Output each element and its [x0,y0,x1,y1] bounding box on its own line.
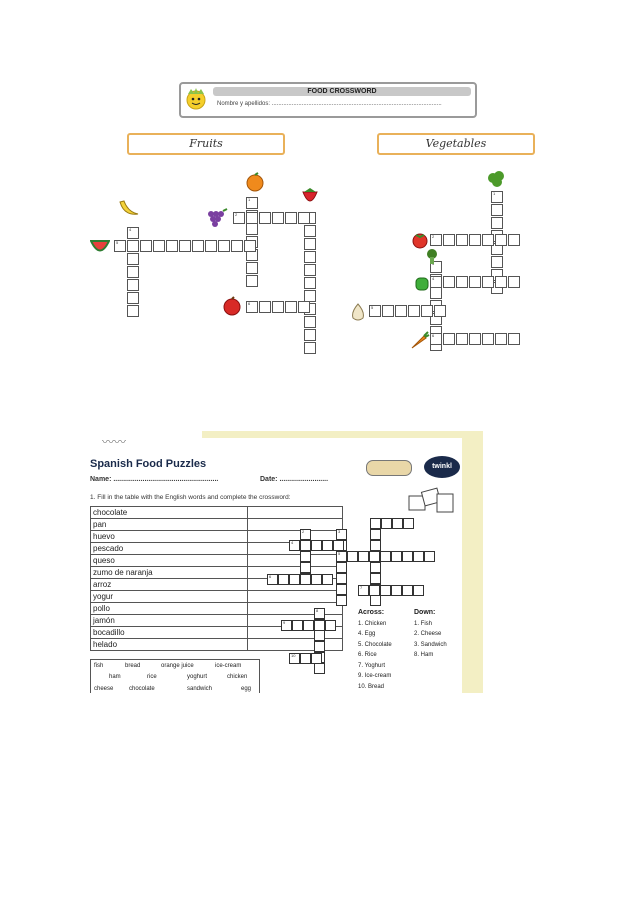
clue-number: 8 [316,608,319,613]
crossword-cell[interactable] [370,562,381,573]
bank-word: bread [125,663,141,669]
crossword-cell[interactable] [495,333,507,345]
bank-word: egg [241,686,252,692]
worksheet-title: Spanish Food Puzzles [90,458,207,470]
watermelon-icon [90,238,110,261]
crossword-cell[interactable] [289,574,300,585]
crossword-cell[interactable] [281,620,292,631]
crossword-cell[interactable] [495,276,507,288]
crossword-cell[interactable] [369,551,380,562]
crossword-cell[interactable] [267,574,278,585]
crossword-cell[interactable] [434,305,446,317]
crossword-cell[interactable] [381,518,392,529]
crossword-cell[interactable] [430,287,442,299]
crossword-cell[interactable] [430,276,442,288]
strawberry-icon [300,186,320,213]
crossword-cell[interactable] [300,529,311,540]
crossword-cell[interactable] [325,620,336,631]
crossword-cell[interactable] [347,551,358,562]
crossword-cell[interactable] [443,333,455,345]
crossword-cell[interactable] [469,333,481,345]
crossword-cell[interactable] [370,540,381,551]
scribble-decoration: 〰〰 [102,435,127,449]
spanish-food-worksheet [82,431,483,693]
down-clue: 8. Ham [414,652,434,658]
fruits-label: Fruits [127,133,285,155]
name-line: Nombre y apellidos: ...................................................................................................... [217,101,442,107]
worksheet-page [82,435,462,693]
crossword-cell[interactable] [482,234,494,246]
crossword-cell[interactable] [303,620,314,631]
crossword-cell[interactable] [336,562,347,573]
crossword-cell[interactable] [311,574,322,585]
bank-word: ham [109,674,121,680]
crossword-cell[interactable] [413,585,424,596]
crossword-cell[interactable] [424,551,435,562]
crossword-cell[interactable] [358,585,369,596]
crossword-cell[interactable] [336,573,347,584]
spanish-word: pollo [91,603,248,615]
crossword-cell[interactable] [314,641,325,652]
clue-number: 6 [248,301,251,306]
clue-number: 7 [360,585,363,590]
crossword-cell[interactable] [402,585,413,596]
crossword-cell[interactable] [314,630,325,641]
down-title: Down: [414,609,436,616]
clue-number: 10 [291,653,296,658]
across-clue: 5. Chocolate [358,641,392,648]
crossword-cell[interactable] [469,276,481,288]
clue-number: 4 [432,276,435,281]
bank-word: rice [147,674,157,680]
crossword-cell[interactable] [456,276,468,288]
crossword-cell[interactable] [491,217,503,229]
crossword-cell[interactable] [391,585,402,596]
vegetables-label: Vegetables [377,133,535,155]
crossword-cell[interactable] [430,234,442,246]
date-field: Date: ......................... [260,476,329,483]
crossword-cell[interactable] [380,585,391,596]
crossword-cell[interactable] [491,256,503,268]
crossword-cell[interactable] [314,608,325,619]
crossword-cell[interactable] [443,276,455,288]
apple-icon [222,296,242,321]
crossword-cell[interactable] [508,333,520,345]
spanish-word: jamón [91,615,248,627]
pepper-icon [414,275,430,296]
across-clues [358,608,392,692]
down-clue: 3. Sandwich [414,641,447,648]
crossword-cell[interactable] [289,653,300,664]
crossword-cell[interactable] [311,653,322,664]
twinkl-logo: twinkl [424,456,460,478]
crossword-cell[interactable] [369,305,381,317]
name-field: Name: ...................................................... [90,476,219,483]
crossword-cell[interactable] [292,620,303,631]
clue-number: 9 [283,620,286,625]
across-clue: 4. Egg [358,631,376,637]
crossword-cell[interactable] [482,333,494,345]
spanish-word: pescado [91,543,248,555]
crossword-cell[interactable] [322,574,333,585]
clue-number: 4 [129,227,132,232]
crossword-cell[interactable] [336,529,347,540]
crossword-cell[interactable] [336,595,347,606]
crossword-cell[interactable] [395,305,407,317]
grapes-icon [205,208,229,235]
crossword-cell[interactable] [403,518,414,529]
onion-icon [349,302,367,327]
across-clue: 9. Ice-cream [358,673,392,679]
crossword-cell[interactable] [369,585,380,596]
bank-word: yoghurt [187,674,208,680]
crossword-cell[interactable] [421,305,433,317]
orange-icon [245,172,265,197]
crossword-cell[interactable] [300,562,311,573]
crossword-cell[interactable] [408,305,420,317]
bank-word: cheese [94,686,114,692]
crossword-cell[interactable] [358,551,369,562]
crossword-cell[interactable] [300,653,311,664]
banana-icon [118,198,140,223]
spanish-word: helado [91,639,248,651]
crossword-cell[interactable] [278,574,289,585]
clue-number: 2 [432,234,435,239]
crossword-cell[interactable] [336,584,347,595]
crossword-cell[interactable] [482,276,494,288]
spanish-word: zumo de naranja [91,567,248,579]
crossword-cell[interactable] [322,540,333,551]
crossword-cell[interactable] [300,540,311,551]
across-clue: 10. Bread [358,683,385,690]
crossword-cell[interactable] [289,540,300,551]
crossword-cell[interactable] [456,333,468,345]
bank-word: chocolate [129,686,155,692]
clue-number: 5 [371,305,374,310]
crossword-cell[interactable] [300,551,311,562]
crossword-cell[interactable] [380,551,391,562]
crossword-cell[interactable] [391,551,402,562]
across-title: Across: [358,609,385,616]
clue-number: 6 [432,333,435,338]
crossword-cell[interactable] [370,573,381,584]
crossword-cell[interactable] [491,204,503,216]
carrot-icon [410,330,430,355]
crossword-cell[interactable] [370,595,381,606]
crossword-cell[interactable] [370,518,381,529]
crossword-cell[interactable] [430,333,442,345]
crossword-cell[interactable] [456,234,468,246]
crossword-cell[interactable] [382,305,394,317]
bank-word: fish [94,663,104,669]
page-title: FOOD CROSSWORD [213,87,471,96]
bank-word: orange juice [161,663,194,669]
bank-word: ice-cream [215,663,242,669]
clue-number: 1 [493,191,496,196]
across-clue: 7. Yoghurt [358,662,386,669]
clue-number: 1 [248,197,251,202]
across-clue: 6. Rice [358,652,377,658]
crossword-cell[interactable] [508,276,520,288]
crossword-cell[interactable] [300,574,311,585]
down-clue: 1. Fish [414,620,433,627]
crossword-cell[interactable] [495,234,507,246]
down-clue: 2. Cheese [414,631,442,637]
crossword-cell[interactable] [336,551,347,562]
crossword-cell[interactable] [370,529,381,540]
spanish-word: yogur [91,591,248,603]
bank-word: chicken [227,674,248,680]
spanish-word: queso [91,555,248,567]
crossword-cell[interactable] [314,620,325,631]
crossword-cell[interactable] [314,663,325,674]
clue-number: 5 [338,551,341,556]
crossword-cell[interactable] [508,234,520,246]
crossword-cell[interactable] [402,551,413,562]
spanish-word: bocadillo [91,627,248,639]
spanish-word: arroz [91,579,248,591]
crossword-cell[interactable] [392,518,403,529]
clue-number: 2 [302,529,305,534]
crossword-cell[interactable] [469,234,481,246]
clue-number: 4 [291,540,294,545]
crossword-cell[interactable] [311,540,322,551]
bank-word: sandwich [187,686,213,692]
spanish-crossword-grid [82,438,462,693]
crossword-cell[interactable] [333,540,344,551]
spanish-word: chocolate [91,507,248,519]
clue-number: 3 [338,529,341,534]
clue-number: 2 [235,212,238,217]
broccoli-icon [424,248,440,271]
crossword-cell[interactable] [443,234,455,246]
lettuce-icon [487,170,507,193]
instruction-text: 1. Fill in the table with the English words and complete the crossword: [90,494,291,501]
down-clues [414,608,447,661]
spanish-word: huevo [91,531,248,543]
across-clue: 1. Chicken [358,620,387,627]
clue-number: 6 [269,574,272,579]
clue-number: 5 [116,240,119,245]
spanish-word: pan [91,519,248,531]
crossword-cell[interactable] [413,551,424,562]
